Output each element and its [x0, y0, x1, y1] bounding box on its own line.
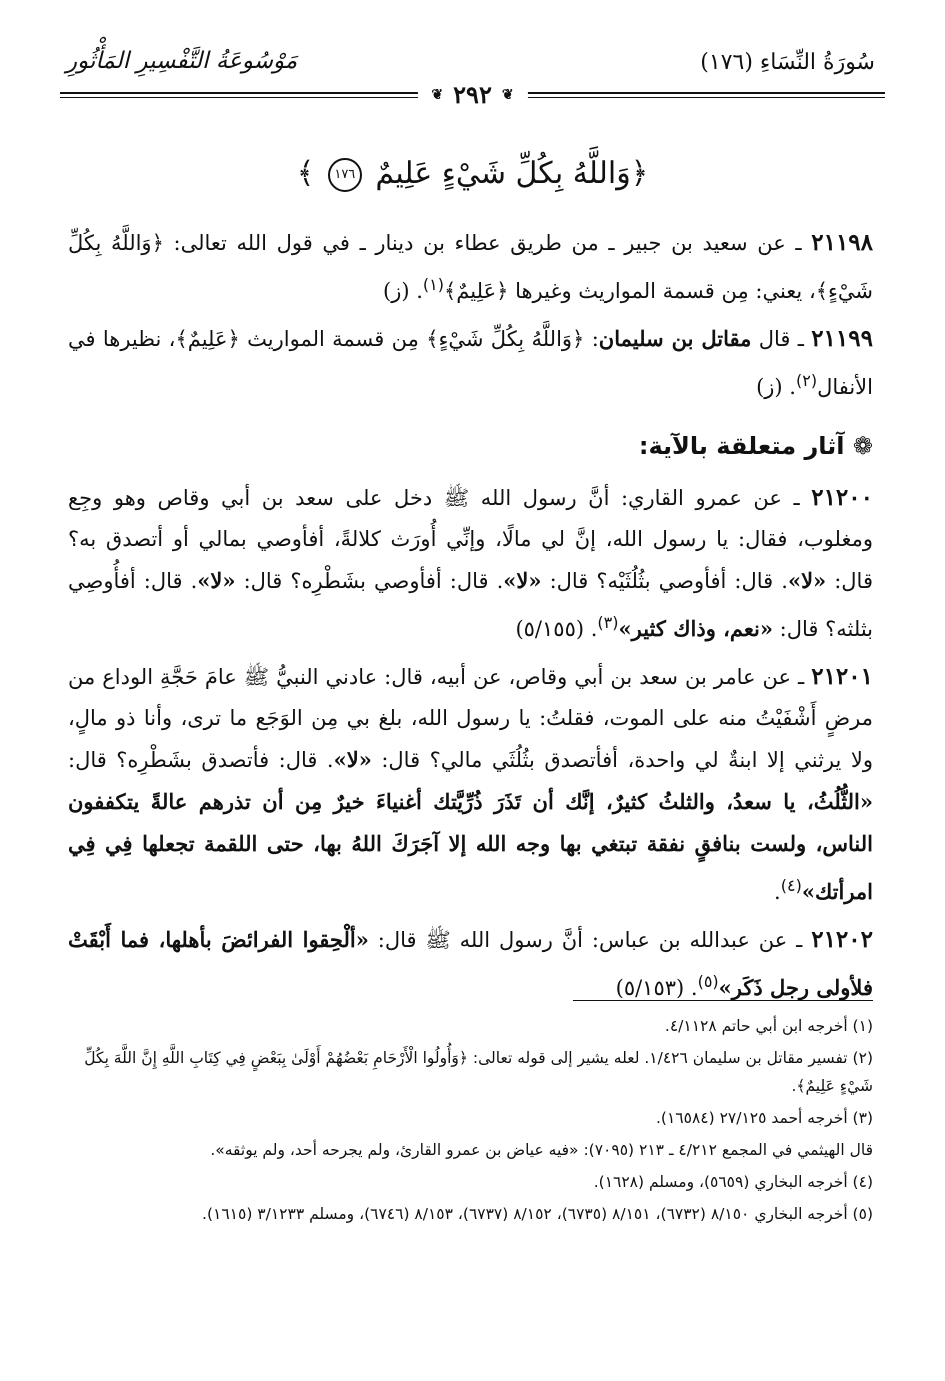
entry-paragraph	[68, 222, 873, 312]
entry-text: . قال: أفأوصي بشَطْرِه؟ قال:	[235, 569, 504, 593]
footnote: (١) أخرجه ابن أبي حاتم ٤/١١٢٨.	[664, 1017, 873, 1035]
footnote-ref: (٢)	[795, 371, 818, 390]
footnote: (٢) تفسير مقاتل بن سليمان ١/٤٢٦. لعله يشير إلى قوله تعالى: ﴿وَأُولُوا الْأَرْحَامِ بَعْضُهُمْ أَوْلَىٰ بِبَعْضٍ فِي كِتَابِ اللَّهِ إِنَّ اللَّهَ بِكُلِّ شَيْءٍ عَلِيمٌ﴾.	[84, 1049, 873, 1095]
verse-close-bracket: ﴾	[296, 156, 315, 191]
footnote: (٥) أخرجه البخاري ٨/١٥٠ (٦٧٣٢)، ٨/١٥١ (٦٧٣٥)، ٨/١٥٢ (٦٧٣٧)، ٨/١٥٣ (٦٧٤٦)، ومسلم ٣/١٢٣٣ (١٦١٥).	[202, 1205, 873, 1223]
entry-text: ـ عن عمرو القاري: أنَّ رسول الله ﷺ دخل على سعد بن أبي وقاص وهو وجِع ومغلوب، فقال: يا رسول الله، إنَّ لي مالًا، وإنِّي أُورَث كلالةً، أفأوصي بمالي أو أتصدق به؟ قال:	[68, 486, 873, 593]
surah-title: سُورَةُ النِّسَاءِ (١٧٦)	[700, 50, 875, 75]
ornament-icon: ❦	[431, 86, 444, 103]
entry-text: .	[774, 880, 781, 904]
entry-text: . قال: أفأُوصِي بثلثه؟ قال:	[68, 569, 873, 641]
entry-paragraph	[68, 656, 873, 913]
entry-text: . (٥/١٥٣)	[615, 976, 698, 1000]
hadith-quote: «لا»	[197, 568, 236, 593]
verse-heading	[0, 156, 945, 192]
ayah-number-marker: ١٧٦	[328, 158, 362, 192]
footnote-rule	[573, 1000, 873, 1001]
entry-number: ٢١١٩٨	[811, 229, 874, 256]
narrator-name: مقاتل بن سليمان	[598, 326, 752, 351]
footnote: (٤) أخرجه البخاري (٥٦٥٩)، ومسلم (١٦٢٨).	[593, 1173, 873, 1191]
entry-text: ـ عن عبدالله بن عباس: أنَّ رسول الله ﷺ قال:	[368, 928, 812, 952]
quran-quote: ﴿عَلِيمٌ﴾	[444, 279, 509, 303]
footnote-ref: (٤)	[780, 876, 802, 895]
hadith-quote: «لا»	[333, 747, 372, 772]
entry-text: . قال: فأتصدق بشَطْرِه؟ قال:	[68, 748, 334, 772]
hadith-quote: «نعم، وذاك كثير»	[618, 616, 773, 641]
entry-number: ٢١٢٠٠	[811, 484, 873, 511]
entry-text: . (٥/١٥٥)	[515, 617, 598, 641]
entry-number: ٢١٢٠١	[811, 663, 873, 690]
document-body	[68, 222, 873, 1015]
footnote: (٣) أخرجه أحمد ٢٧/١٢٥ (١٦٥٨٤).	[655, 1109, 873, 1127]
hadith-quote: «الثُّلُثُ، يا سعدُ، والثلثُ كثيرٌ، إنَّك أن تَذَرَ ذُرِّيَّتك أغنياءَ خيرٌ مِن أن تذرهم عالةً يتكففون الناس، ولست بنافقٍ نفقة تبتغي بها وجه الله إلا آجَرَكَ اللهُ بها، حتى اللقمة تجعلها فِي فِي امرأتك»	[68, 789, 873, 904]
footnotes	[72, 1012, 873, 1232]
entry-paragraph	[68, 477, 873, 650]
entry-text: ، يعني: مِن قسمة المواريث وغيرها	[508, 279, 816, 303]
entry-text: ـ عن عامر بن سعد بن أبي وقاص، عن أبيه، قال: عادني النبيُّ ﷺ عامَ حَجَّةِ الوداع من مرضٍ أَشْفَيْتُ منه على الموت، فقلتُ: يا رسول الله، بلغ بي مِن الوَجَع ما ترى، وأنا ذو مالٍ، ولا يرثني إلا ابنةٌ لي واحدة، أفأتصدق بثُلُثَي مالي؟ قال:	[68, 665, 873, 772]
footnote-ref: (٣)	[597, 613, 619, 632]
hadith-quote: «لا»	[503, 568, 542, 593]
page-number: ٢٩٢	[453, 80, 492, 109]
entry-text: ـ قال	[751, 327, 812, 351]
hadith-quote: «لا»	[787, 568, 827, 593]
quran-quote: ﴿عَلِيمٌ﴾	[175, 327, 240, 351]
footnote-ref: (١)	[422, 275, 444, 294]
entry-text: ، نظيرها في الأنفال	[68, 327, 873, 399]
page-header	[60, 40, 885, 112]
hadith-quote: «ألْحِقوا الفرائضَ بأهلها، فما أَبْقَتْ فلأولى رجل ذَكَر»	[68, 927, 873, 1000]
entry-text: ـ عن سعيد بن جبير ـ من طريق عطاء بن دينار ـ في قول الله تعالى:	[163, 231, 812, 255]
entry-paragraph	[68, 318, 873, 408]
section-title: ❁ آثار متعلقة بالآية:	[638, 432, 873, 460]
entry-text: . قال: أفأوصي بثُلُثَيْه؟ قال:	[541, 569, 788, 593]
entry-paragraph	[68, 919, 873, 1009]
footnote-ref: (٥)	[697, 972, 719, 991]
quran-quote: ﴿وَاللَّهُ بِكُلِّ شَيْءٍ﴾	[426, 327, 585, 351]
page-number-box	[417, 80, 527, 109]
entry-text: مِن قسمة المواريث	[239, 327, 427, 351]
footnote: قال الهيثمي في المجمع ٤/٢١٢ ـ ٢١٣ (٧٠٩٥): «فيه عياض بن عمرو القارئ، ولم يجرحه أحد، ولم يوثقه».	[210, 1141, 873, 1159]
entry-number: ٢١١٩٩	[811, 325, 873, 352]
book-title: مَوْسُوعَةُ التَّفْسِيرِ المَأْثُورِ	[66, 48, 298, 74]
verse-text: ﴿وَاللَّهُ بِكُلِّ شَيْءٍ عَلِيمٌ	[375, 156, 649, 191]
entry-text: . (ز)	[383, 279, 423, 303]
quran-quote: ﴿وَاللَّهُ بِكُلِّ شَيْءٍ﴾	[68, 231, 873, 303]
entry-text: . (ز)	[756, 375, 796, 399]
entry-text: :	[584, 327, 599, 351]
entry-number: ٢١٢٠٢	[811, 926, 873, 953]
ornament-icon: ❦	[501, 86, 514, 103]
